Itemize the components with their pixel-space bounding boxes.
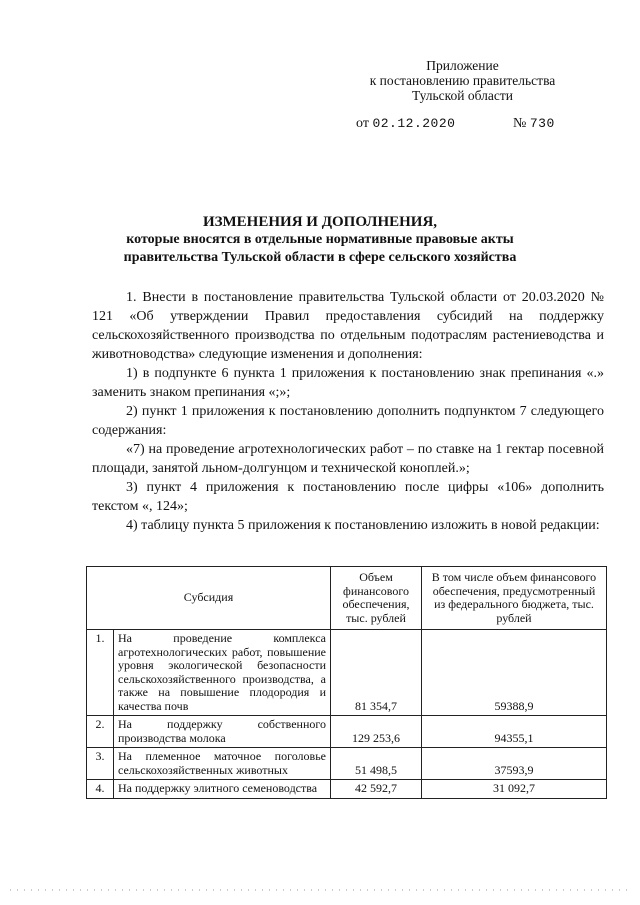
row-volume: 129 253,6 <box>331 716 422 748</box>
row-federal: 59388,9 <box>422 630 607 716</box>
appendix-header <box>330 58 595 103</box>
table-row <box>87 748 607 780</box>
paragraph-6: 4) таблицу пункта 5 приложения к постановлению изложить в новой редакции: <box>126 518 600 533</box>
scan-noise <box>0 880 640 900</box>
paragraph-4: «7) на проведение агротехнологических работ – по ставке на 1 гектар посевной площади, занятой льном-долгунцом и технической коноплей.»; <box>92 442 604 476</box>
row-volume: 42 592,7 <box>331 780 422 799</box>
date-prefix: от <box>356 116 369 131</box>
row-subsidy-name: На поддержку элитного семеноводства <box>114 780 331 799</box>
table-header-row <box>87 567 607 630</box>
resolution-date-number <box>356 116 555 132</box>
subsidy-table <box>86 566 607 799</box>
paragraph-1: 1. Внести в постановление правительства Тульской области от 20.03.2020 № 121 «Об утверждении Правил предоставления субсидий на поддержку сельскохозяйственного производства по отдельным подотраслям растениеводства и животноводства» следующие изменения и дополнения: <box>92 290 604 362</box>
row-federal: 31 092,7 <box>422 780 607 799</box>
row-volume: 51 498,5 <box>331 748 422 780</box>
row-volume: 81 354,7 <box>331 630 422 716</box>
row-subsidy-name: На племенное маточное поголовье сельскохозяйственных животных <box>114 748 331 780</box>
resolution-date: 02.12.2020 <box>372 116 456 131</box>
table-row <box>87 716 607 748</box>
document-heading <box>80 213 560 267</box>
header-volume: Объем финансового обеспечения, тыс. рублей <box>331 567 422 630</box>
heading-subtitle-line1: которые вносятся в отдельные нормативные правовые акты <box>126 232 514 247</box>
row-subsidy-name: На проведение комплекса агротехнологических работ, повышение уровня экологической безопасности сельскохозяйственного производства, а также на повышение плодородия и качества почв <box>114 630 331 716</box>
header-federal: В том числе объем финансового обеспечения, предусмотренный из федерального бюджета, тыс. рублей <box>422 567 607 630</box>
appendix-region: Тульской области <box>412 88 513 103</box>
resolution-number: 730 <box>529 116 555 131</box>
row-number: 1. <box>87 630 114 716</box>
row-number: 4. <box>87 780 114 799</box>
appendix-resolution-ref: к постановлению правительства <box>369 73 556 88</box>
paragraph-3: 2) пункт 1 приложения к постановлению дополнить подпунктом 7 следующего содержания: <box>92 404 604 438</box>
table-row <box>87 780 607 799</box>
paragraph-5: 3) пункт 4 приложения к постановлению после цифры «106» дополнить текстом «, 124»; <box>92 480 604 514</box>
paragraph-2: 1) в подпункте 6 пункта 1 приложения к постановлению знак препинания «.» заменить знаком препинания «;»; <box>92 366 604 400</box>
heading-subtitle-line2: правительства Тульской области в сфере сельского хозяйства <box>123 250 517 265</box>
document-body <box>92 288 604 535</box>
row-federal: 94355,1 <box>422 716 607 748</box>
heading-title: ИЗМЕНЕНИЯ И ДОПОЛНЕНИЯ, <box>202 214 438 230</box>
number-sign: № <box>513 116 527 131</box>
header-subsidy: Субсидия <box>87 567 331 630</box>
row-federal: 37593,9 <box>422 748 607 780</box>
row-number: 2. <box>87 716 114 748</box>
appendix-label: Приложение <box>426 58 499 73</box>
table-row <box>87 630 607 716</box>
row-subsidy-name: На поддержку собственного производства молока <box>114 716 331 748</box>
row-number: 3. <box>87 748 114 780</box>
